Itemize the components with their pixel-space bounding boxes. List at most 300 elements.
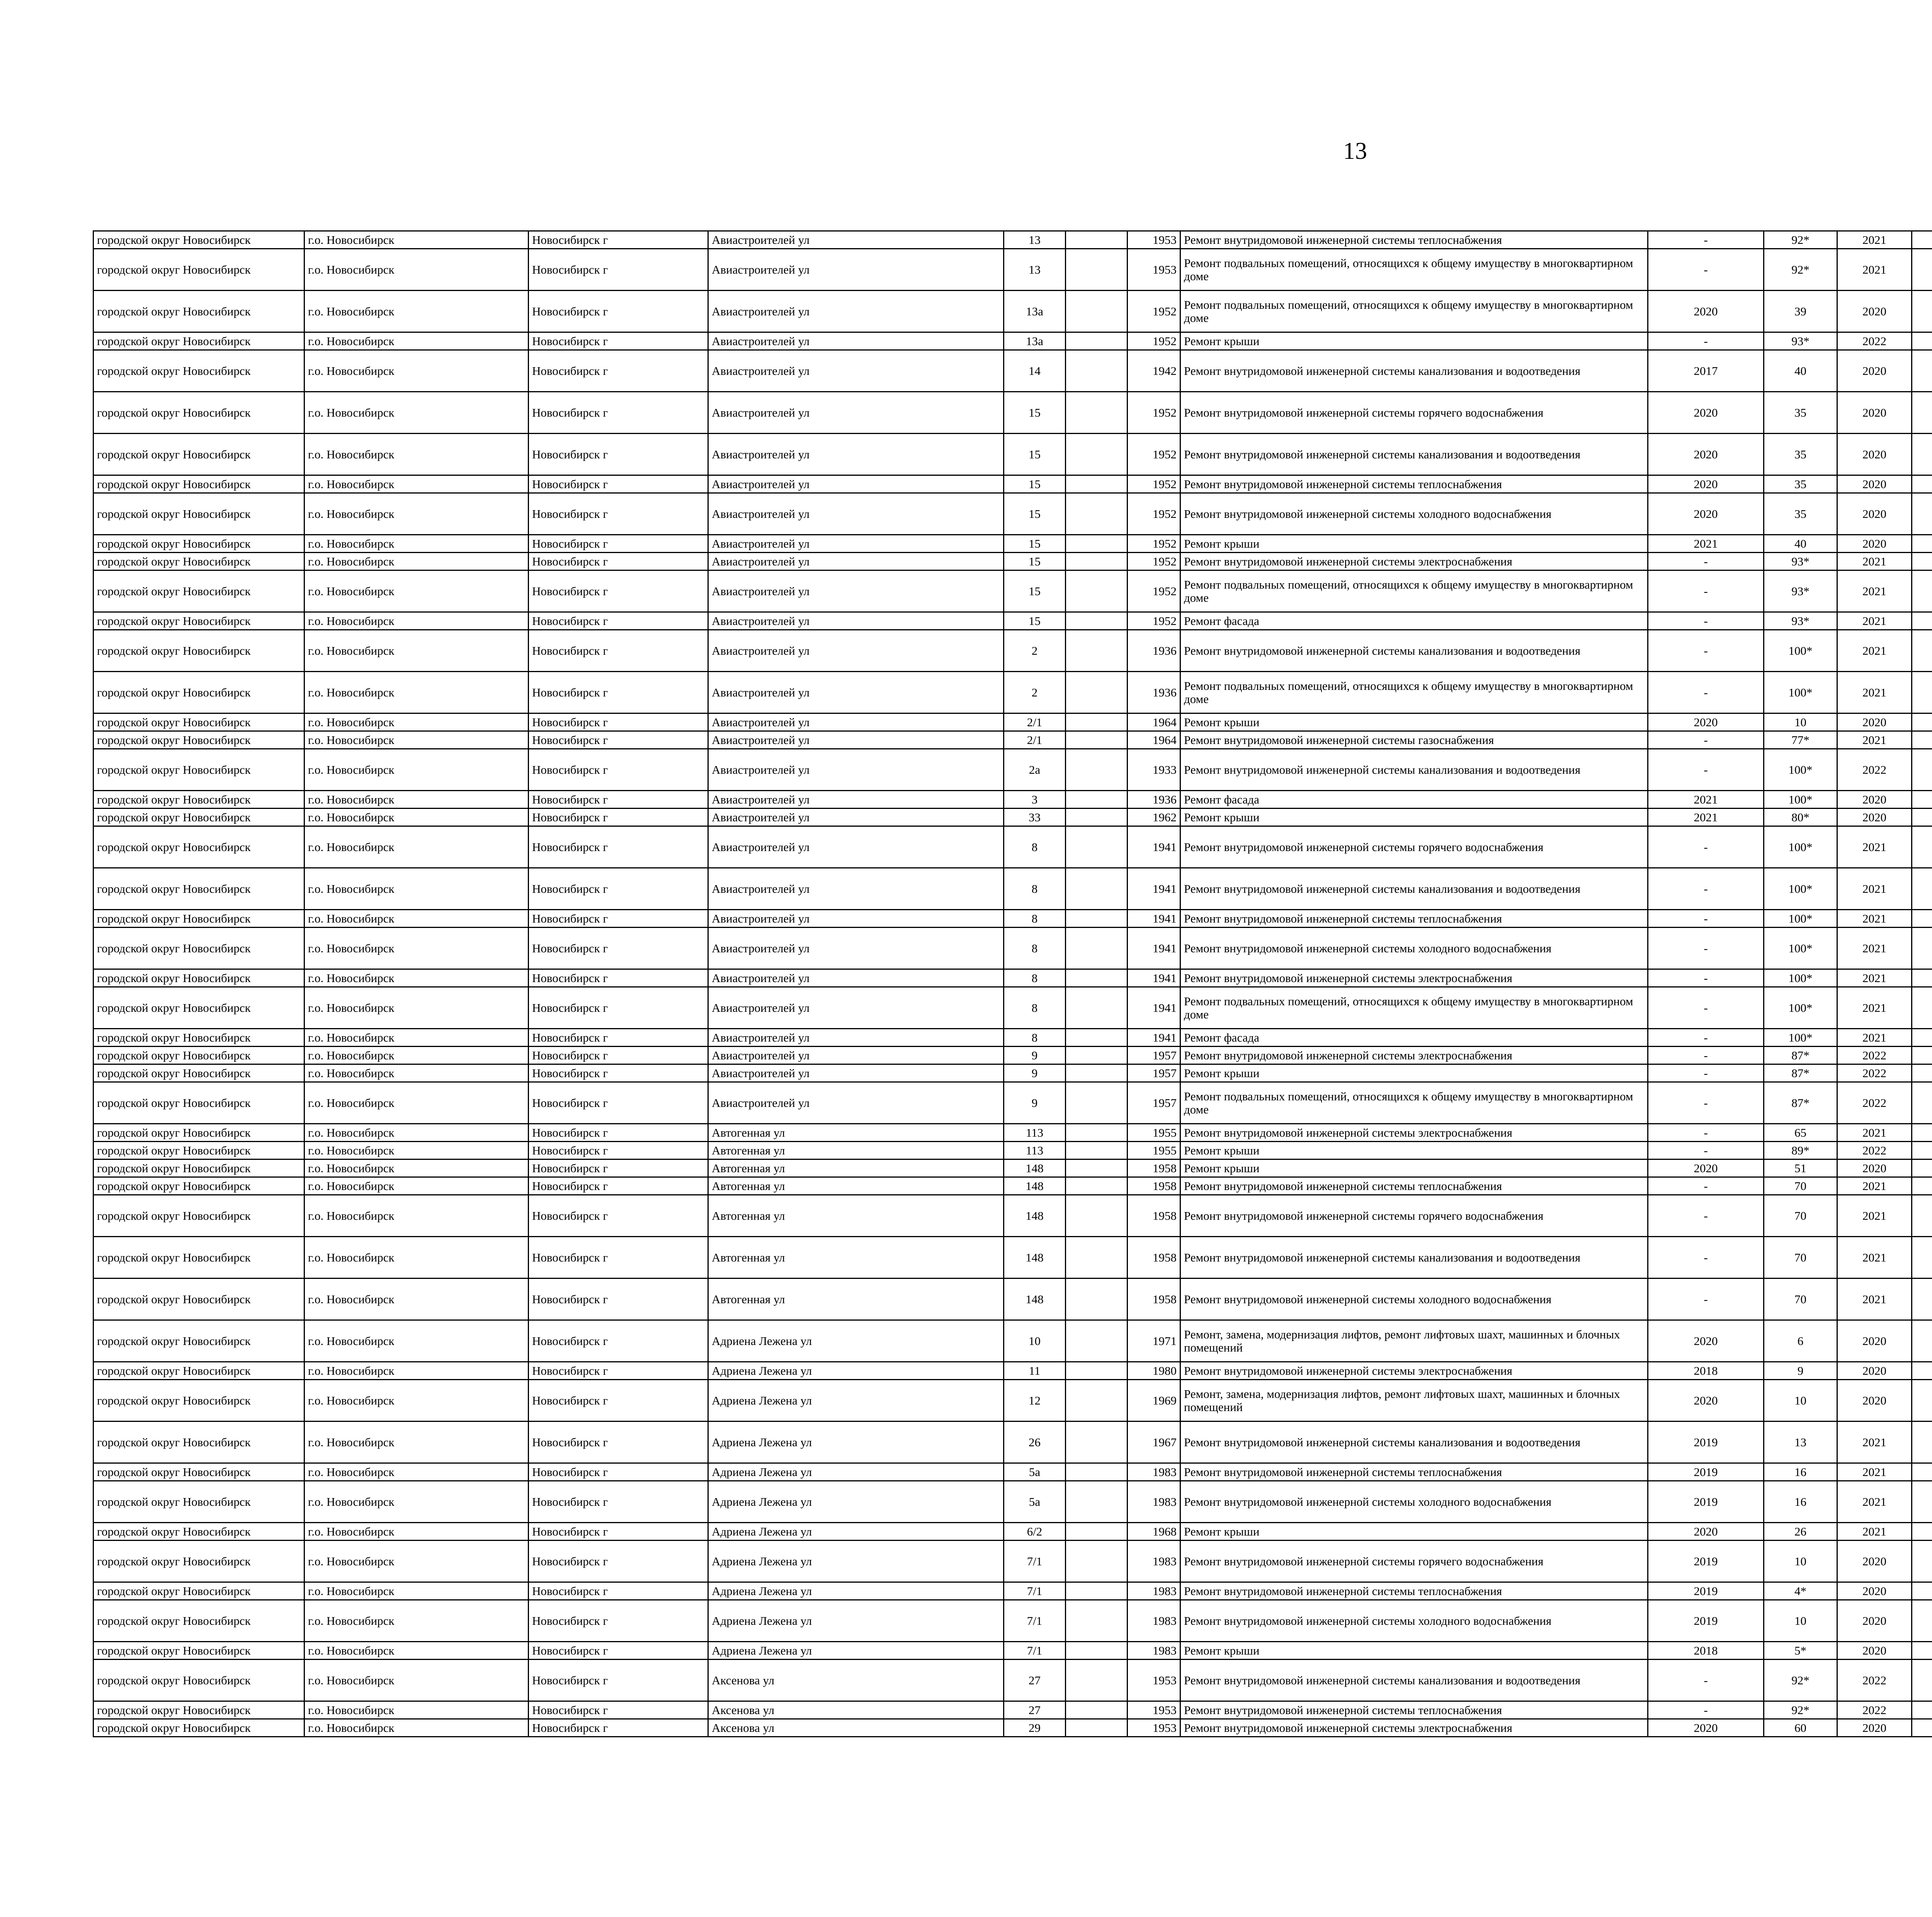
house-number-cell: 2 — [1004, 630, 1066, 672]
plan-end-year-cell — [1912, 1362, 1932, 1380]
district-cell: г.о. Новосибирск — [304, 1047, 529, 1064]
last-repair-year-cell: 2020 — [1648, 1380, 1764, 1422]
last-repair-year-cell: - — [1648, 749, 1764, 791]
work-type-cell: Ремонт внутридомовой инженерной системы канализования и водоотведения — [1180, 1237, 1648, 1279]
wear-percent-cell: 60 — [1764, 1719, 1837, 1737]
district-cell: г.о. Новосибирск — [304, 332, 529, 350]
last-repair-year-cell: - — [1648, 1124, 1764, 1142]
last-repair-year-cell: 2019 — [1648, 1600, 1764, 1642]
last-repair-year-cell: 2018 — [1648, 1642, 1764, 1660]
city-cell: Новосибирск г — [529, 1047, 708, 1064]
year-built-cell: 1953 — [1128, 1660, 1180, 1701]
building-cell — [1066, 672, 1128, 713]
year-built-cell: 1980 — [1128, 1362, 1180, 1380]
year-built-cell: 1969 — [1128, 1380, 1180, 1422]
last-repair-year-cell: - — [1648, 570, 1764, 612]
table-row — [94, 392, 1932, 434]
municipality-cell: городской округ Новосибирск — [94, 1159, 304, 1177]
plan-end-year-cell — [1912, 291, 1932, 332]
last-repair-year-cell: - — [1648, 868, 1764, 910]
street-cell: Авиастроителей ул — [708, 475, 1004, 493]
city-cell: Новосибирск г — [529, 713, 708, 731]
table-row — [94, 493, 1932, 535]
year-built-cell: 1983 — [1128, 1481, 1180, 1523]
plan-start-year-cell: 2020 — [1837, 434, 1912, 475]
year-built-cell: 1971 — [1128, 1320, 1180, 1362]
building-cell — [1066, 1541, 1128, 1582]
table-row — [94, 1064, 1932, 1082]
work-type-cell: Ремонт крыши — [1180, 809, 1648, 826]
work-type-cell: Ремонт внутридомовой инженерной системы канализования и водоотведения — [1180, 350, 1648, 392]
table-row — [94, 535, 1932, 553]
plan-start-year-cell: 2021 — [1837, 868, 1912, 910]
last-repair-year-cell: 2017 — [1648, 350, 1764, 392]
table-row — [94, 1701, 1932, 1719]
city-cell: Новосибирск г — [529, 630, 708, 672]
wear-percent-cell: 92* — [1764, 1701, 1837, 1719]
building-cell — [1066, 868, 1128, 910]
street-cell: Авиастроителей ул — [708, 826, 1004, 868]
wear-percent-cell: 35 — [1764, 475, 1837, 493]
year-built-cell: 1983 — [1128, 1463, 1180, 1481]
wear-percent-cell: 70 — [1764, 1195, 1837, 1237]
municipality-cell: городской округ Новосибирск — [94, 1600, 304, 1642]
wear-percent-cell: 10 — [1764, 713, 1837, 731]
wear-percent-cell: 35 — [1764, 392, 1837, 434]
district-cell: г.о. Новосибирск — [304, 1124, 529, 1142]
table-row — [94, 1142, 1932, 1159]
wear-percent-cell: 10 — [1764, 1380, 1837, 1422]
plan-end-year-cell — [1912, 928, 1932, 969]
house-number-cell: 2/1 — [1004, 713, 1066, 731]
district-cell: г.о. Новосибирск — [304, 1701, 529, 1719]
work-type-cell: Ремонт внутридомовой инженерной системы теплоснабжения — [1180, 1177, 1648, 1195]
municipality-cell: городской округ Новосибирск — [94, 434, 304, 475]
work-type-cell: Ремонт внутридомовой инженерной системы холодного водоснабжения — [1180, 1279, 1648, 1320]
table-row — [94, 1600, 1932, 1642]
plan-start-year-cell: 2022 — [1837, 749, 1912, 791]
street-cell: Адриена Лежена ул — [708, 1422, 1004, 1463]
year-built-cell: 1955 — [1128, 1124, 1180, 1142]
plan-end-year-cell — [1912, 434, 1932, 475]
building-cell — [1066, 1195, 1128, 1237]
district-cell: г.о. Новосибирск — [304, 493, 529, 535]
city-cell: Новосибирск г — [529, 969, 708, 987]
district-cell: г.о. Новосибирск — [304, 1600, 529, 1642]
work-type-cell: Ремонт подвальных помещений, относящихся к общему имуществу в многоквартирном доме — [1180, 291, 1648, 332]
street-cell: Автогенная ул — [708, 1195, 1004, 1237]
wear-percent-cell: 93* — [1764, 332, 1837, 350]
district-cell: г.о. Новосибирск — [304, 1177, 529, 1195]
table-row — [94, 928, 1932, 969]
year-built-cell: 1936 — [1128, 672, 1180, 713]
house-number-cell: 5а — [1004, 1463, 1066, 1481]
last-repair-year-cell: 2020 — [1648, 1523, 1764, 1541]
municipality-cell: городской округ Новосибирск — [94, 969, 304, 987]
city-cell: Новосибирск г — [529, 493, 708, 535]
street-cell: Авиастроителей ул — [708, 553, 1004, 570]
plan-end-year-cell — [1912, 749, 1932, 791]
house-number-cell: 9 — [1004, 1064, 1066, 1082]
plan-end-year-cell — [1912, 1660, 1932, 1701]
last-repair-year-cell: 2020 — [1648, 1719, 1764, 1737]
street-cell: Аксенова ул — [708, 1701, 1004, 1719]
building-cell — [1066, 1523, 1128, 1541]
municipality-cell: городской округ Новосибирск — [94, 291, 304, 332]
building-cell — [1066, 928, 1128, 969]
street-cell: Адриена Лежена ул — [708, 1481, 1004, 1523]
plan-start-year-cell: 2021 — [1837, 1463, 1912, 1481]
house-number-cell: 15 — [1004, 570, 1066, 612]
building-cell — [1066, 731, 1128, 749]
street-cell: Автогенная ул — [708, 1279, 1004, 1320]
plan-start-year-cell: 2022 — [1837, 1064, 1912, 1082]
work-type-cell: Ремонт внутридомовой инженерной системы горячего водоснабжения — [1180, 1541, 1648, 1582]
street-cell: Авиастроителей ул — [708, 249, 1004, 291]
wear-percent-cell: 93* — [1764, 553, 1837, 570]
city-cell: Новосибирск г — [529, 1582, 708, 1600]
plan-end-year-cell — [1912, 1064, 1932, 1082]
district-cell: г.о. Новосибирск — [304, 910, 529, 928]
district-cell: г.о. Новосибирск — [304, 1463, 529, 1481]
building-cell — [1066, 826, 1128, 868]
district-cell: г.о. Новосибирск — [304, 535, 529, 553]
plan-end-year-cell — [1912, 1279, 1932, 1320]
last-repair-year-cell: 2019 — [1648, 1541, 1764, 1582]
table-row — [94, 1582, 1932, 1600]
house-number-cell: 15 — [1004, 493, 1066, 535]
municipality-cell: городской округ Новосибирск — [94, 553, 304, 570]
city-cell: Новосибирск г — [529, 1380, 708, 1422]
year-built-cell: 1983 — [1128, 1600, 1180, 1642]
district-cell: г.о. Новосибирск — [304, 987, 529, 1029]
work-type-cell: Ремонт фасада — [1180, 791, 1648, 809]
work-type-cell: Ремонт внутридомовой инженерной системы холодного водоснабжения — [1180, 1600, 1648, 1642]
district-cell: г.о. Новосибирск — [304, 809, 529, 826]
plan-start-year-cell: 2021 — [1837, 612, 1912, 630]
last-repair-year-cell: - — [1648, 1237, 1764, 1279]
district-cell: г.о. Новосибирск — [304, 1195, 529, 1237]
table-row — [94, 1362, 1932, 1380]
plan-end-year-cell — [1912, 826, 1932, 868]
plan-end-year-cell — [1912, 231, 1932, 249]
work-type-cell: Ремонт подвальных помещений, относящихся к общему имуществу в многоквартирном доме — [1180, 570, 1648, 612]
district-cell: г.о. Новосибирск — [304, 969, 529, 987]
building-cell — [1066, 1177, 1128, 1195]
last-repair-year-cell: - — [1648, 1195, 1764, 1237]
street-cell: Адриена Лежена ул — [708, 1320, 1004, 1362]
municipality-cell: городской округ Новосибирск — [94, 612, 304, 630]
street-cell: Авиастроителей ул — [708, 493, 1004, 535]
work-type-cell: Ремонт внутридомовой инженерной системы теплоснабжения — [1180, 231, 1648, 249]
wear-percent-cell: 10 — [1764, 1541, 1837, 1582]
table-body — [94, 231, 1932, 1737]
last-repair-year-cell: - — [1648, 1279, 1764, 1320]
house-number-cell: 3 — [1004, 791, 1066, 809]
last-repair-year-cell: 2019 — [1648, 1422, 1764, 1463]
work-type-cell: Ремонт внутридомовой инженерной системы электроснабжения — [1180, 969, 1648, 987]
plan-end-year-cell — [1912, 910, 1932, 928]
wear-percent-cell: 100* — [1764, 749, 1837, 791]
street-cell: Авиастроителей ул — [708, 332, 1004, 350]
building-cell — [1066, 1124, 1128, 1142]
plan-start-year-cell: 2020 — [1837, 1642, 1912, 1660]
plan-start-year-cell: 2021 — [1837, 987, 1912, 1029]
house-number-cell: 15 — [1004, 434, 1066, 475]
building-cell — [1066, 969, 1128, 987]
building-cell — [1066, 553, 1128, 570]
table-row — [94, 1159, 1932, 1177]
year-built-cell: 1952 — [1128, 612, 1180, 630]
house-number-cell: 148 — [1004, 1159, 1066, 1177]
last-repair-year-cell: 2019 — [1648, 1463, 1764, 1481]
municipality-cell: городской округ Новосибирск — [94, 1279, 304, 1320]
city-cell: Новосибирск г — [529, 1719, 708, 1737]
plan-start-year-cell: 2021 — [1837, 928, 1912, 969]
street-cell: Адриена Лежена ул — [708, 1600, 1004, 1642]
building-cell — [1066, 570, 1128, 612]
district-cell: г.о. Новосибирск — [304, 749, 529, 791]
year-built-cell: 1983 — [1128, 1582, 1180, 1600]
year-built-cell: 1952 — [1128, 493, 1180, 535]
plan-start-year-cell: 2022 — [1837, 1082, 1912, 1124]
year-built-cell: 1962 — [1128, 809, 1180, 826]
building-cell — [1066, 612, 1128, 630]
table-row — [94, 1523, 1932, 1541]
year-built-cell: 1953 — [1128, 1701, 1180, 1719]
plan-end-year-cell — [1912, 1541, 1932, 1582]
wear-percent-cell: 70 — [1764, 1279, 1837, 1320]
building-cell — [1066, 231, 1128, 249]
street-cell: Авиастроителей ул — [708, 434, 1004, 475]
table-row — [94, 1237, 1932, 1279]
year-built-cell: 1967 — [1128, 1422, 1180, 1463]
street-cell: Авиастроителей ул — [708, 350, 1004, 392]
table-row — [94, 249, 1932, 291]
plan-end-year-cell — [1912, 332, 1932, 350]
plan-start-year-cell: 2020 — [1837, 535, 1912, 553]
building-cell — [1066, 249, 1128, 291]
building-cell — [1066, 749, 1128, 791]
plan-start-year-cell: 2022 — [1837, 1701, 1912, 1719]
plan-start-year-cell: 2020 — [1837, 1159, 1912, 1177]
plan-start-year-cell: 2021 — [1837, 731, 1912, 749]
plan-end-year-cell — [1912, 1159, 1932, 1177]
year-built-cell: 1952 — [1128, 570, 1180, 612]
street-cell: Адриена Лежена ул — [708, 1541, 1004, 1582]
table-row — [94, 553, 1932, 570]
street-cell: Авиастроителей ул — [708, 868, 1004, 910]
municipality-cell: городской округ Новосибирск — [94, 1195, 304, 1237]
table-row — [94, 672, 1932, 713]
city-cell: Новосибирск г — [529, 1600, 708, 1642]
district-cell: г.о. Новосибирск — [304, 1237, 529, 1279]
house-number-cell: 9 — [1004, 1082, 1066, 1124]
street-cell: Авиастроителей ул — [708, 731, 1004, 749]
plan-end-year-cell — [1912, 868, 1932, 910]
district-cell: г.о. Новосибирск — [304, 928, 529, 969]
municipality-cell: городской округ Новосибирск — [94, 1541, 304, 1582]
city-cell: Новосибирск г — [529, 612, 708, 630]
last-repair-year-cell: - — [1648, 987, 1764, 1029]
table-row — [94, 1660, 1932, 1701]
municipality-cell: городской округ Новосибирск — [94, 1523, 304, 1541]
last-repair-year-cell: - — [1648, 672, 1764, 713]
plan-end-year-cell — [1912, 1320, 1932, 1362]
year-built-cell: 1964 — [1128, 731, 1180, 749]
building-cell — [1066, 1660, 1128, 1701]
district-cell: г.о. Новосибирск — [304, 1719, 529, 1737]
plan-end-year-cell — [1912, 1582, 1932, 1600]
table-row — [94, 1124, 1932, 1142]
plan-start-year-cell: 2020 — [1837, 713, 1912, 731]
municipality-cell: городской округ Новосибирск — [94, 910, 304, 928]
district-cell: г.о. Новосибирск — [304, 612, 529, 630]
work-type-cell: Ремонт внутридомовой инженерной системы теплоснабжения — [1180, 1463, 1648, 1481]
plan-end-year-cell — [1912, 1481, 1932, 1523]
table-row — [94, 969, 1932, 987]
city-cell: Новосибирск г — [529, 1541, 708, 1582]
street-cell: Автогенная ул — [708, 1124, 1004, 1142]
plan-end-year-cell — [1912, 731, 1932, 749]
last-repair-year-cell: - — [1648, 1142, 1764, 1159]
plan-start-year-cell: 2021 — [1837, 630, 1912, 672]
work-type-cell: Ремонт внутридомовой инженерной системы горячего водоснабжения — [1180, 392, 1648, 434]
last-repair-year-cell: - — [1648, 1701, 1764, 1719]
street-cell: Адриена Лежена ул — [708, 1582, 1004, 1600]
plan-start-year-cell: 2021 — [1837, 570, 1912, 612]
plan-start-year-cell: 2021 — [1837, 969, 1912, 987]
work-type-cell: Ремонт внутридомовой инженерной системы горячего водоснабжения — [1180, 826, 1648, 868]
house-number-cell: 13 — [1004, 249, 1066, 291]
district-cell: г.о. Новосибирск — [304, 1082, 529, 1124]
last-repair-year-cell: - — [1648, 1660, 1764, 1701]
house-number-cell: 10 — [1004, 1320, 1066, 1362]
year-built-cell: 1952 — [1128, 553, 1180, 570]
plan-end-year-cell — [1912, 249, 1932, 291]
plan-end-year-cell — [1912, 987, 1932, 1029]
house-number-cell: 6/2 — [1004, 1523, 1066, 1541]
plan-start-year-cell: 2021 — [1837, 1029, 1912, 1047]
wear-percent-cell: 70 — [1764, 1177, 1837, 1195]
wear-percent-cell: 100* — [1764, 987, 1837, 1029]
work-type-cell: Ремонт крыши — [1180, 1142, 1648, 1159]
house-number-cell: 11 — [1004, 1362, 1066, 1380]
last-repair-year-cell: - — [1648, 1064, 1764, 1082]
district-cell: г.о. Новосибирск — [304, 1422, 529, 1463]
municipality-cell: городской округ Новосибирск — [94, 350, 304, 392]
last-repair-year-cell: 2020 — [1648, 1159, 1764, 1177]
house-number-cell: 7/1 — [1004, 1541, 1066, 1582]
municipality-cell: городской округ Новосибирск — [94, 749, 304, 791]
municipality-cell: городской округ Новосибирск — [94, 1719, 304, 1737]
municipality-cell: городской округ Новосибирск — [94, 475, 304, 493]
district-cell: г.о. Новосибирск — [304, 570, 529, 612]
work-type-cell: Ремонт внутридомовой инженерной системы канализования и водоотведения — [1180, 630, 1648, 672]
last-repair-year-cell: - — [1648, 1177, 1764, 1195]
city-cell: Новосибирск г — [529, 1124, 708, 1142]
last-repair-year-cell: - — [1648, 553, 1764, 570]
city-cell: Новосибирск г — [529, 1195, 708, 1237]
wear-percent-cell: 35 — [1764, 493, 1837, 535]
municipality-cell: городской округ Новосибирск — [94, 791, 304, 809]
building-cell — [1066, 1237, 1128, 1279]
city-cell: Новосибирск г — [529, 1064, 708, 1082]
plan-end-year-cell — [1912, 1380, 1932, 1422]
wear-percent-cell: 70 — [1764, 1237, 1837, 1279]
house-number-cell: 8 — [1004, 868, 1066, 910]
city-cell: Новосибирск г — [529, 249, 708, 291]
street-cell: Авиастроителей ул — [708, 987, 1004, 1029]
year-built-cell: 1941 — [1128, 910, 1180, 928]
building-cell — [1066, 987, 1128, 1029]
work-type-cell: Ремонт крыши — [1180, 1523, 1648, 1541]
wear-percent-cell: 92* — [1764, 1660, 1837, 1701]
municipality-cell: городской округ Новосибирск — [94, 1082, 304, 1124]
house-number-cell: 14 — [1004, 350, 1066, 392]
work-type-cell: Ремонт внутридомовой инженерной системы электроснабжения — [1180, 1362, 1648, 1380]
year-built-cell: 1942 — [1128, 350, 1180, 392]
city-cell: Новосибирск г — [529, 434, 708, 475]
wear-percent-cell: 13 — [1764, 1422, 1837, 1463]
capital-repair-table — [93, 230, 1932, 1737]
city-cell: Новосибирск г — [529, 809, 708, 826]
work-type-cell: Ремонт фасада — [1180, 612, 1648, 630]
building-cell — [1066, 809, 1128, 826]
table-row — [94, 1719, 1932, 1737]
house-number-cell: 27 — [1004, 1701, 1066, 1719]
street-cell: Авиастроителей ул — [708, 291, 1004, 332]
house-number-cell: 13а — [1004, 332, 1066, 350]
district-cell: г.о. Новосибирск — [304, 1142, 529, 1159]
city-cell: Новосибирск г — [529, 553, 708, 570]
last-repair-year-cell: 2020 — [1648, 291, 1764, 332]
plan-start-year-cell: 2022 — [1837, 1047, 1912, 1064]
building-cell — [1066, 1047, 1128, 1064]
district-cell: г.о. Новосибирск — [304, 713, 529, 731]
table-row — [94, 1463, 1932, 1481]
city-cell: Новосибирск г — [529, 1320, 708, 1362]
district-cell: г.о. Новосибирск — [304, 1481, 529, 1523]
street-cell: Автогенная ул — [708, 1159, 1004, 1177]
municipality-cell: городской округ Новосибирск — [94, 1177, 304, 1195]
building-cell — [1066, 1159, 1128, 1177]
street-cell: Авиастроителей ул — [708, 672, 1004, 713]
last-repair-year-cell: - — [1648, 1029, 1764, 1047]
plan-start-year-cell: 2020 — [1837, 1600, 1912, 1642]
year-built-cell: 1936 — [1128, 791, 1180, 809]
year-built-cell: 1933 — [1128, 749, 1180, 791]
building-cell — [1066, 535, 1128, 553]
plan-end-year-cell — [1912, 630, 1932, 672]
wear-percent-cell: 4* — [1764, 1582, 1837, 1600]
city-cell: Новосибирск г — [529, 1029, 708, 1047]
wear-percent-cell: 5* — [1764, 1642, 1837, 1660]
last-repair-year-cell: - — [1648, 969, 1764, 987]
plan-start-year-cell: 2021 — [1837, 1279, 1912, 1320]
street-cell: Авиастроителей ул — [708, 1082, 1004, 1124]
city-cell: Новосибирск г — [529, 1422, 708, 1463]
work-type-cell: Ремонт внутридомовой инженерной системы горячего водоснабжения — [1180, 1195, 1648, 1237]
city-cell: Новосибирск г — [529, 731, 708, 749]
work-type-cell: Ремонт внутридомовой инженерной системы электроснабжения — [1180, 1719, 1648, 1737]
district-cell: г.о. Новосибирск — [304, 1029, 529, 1047]
table-row — [94, 809, 1932, 826]
year-built-cell: 1958 — [1128, 1159, 1180, 1177]
plan-end-year-cell — [1912, 1082, 1932, 1124]
street-cell: Авиастроителей ул — [708, 630, 1004, 672]
last-repair-year-cell: 2019 — [1648, 1582, 1764, 1600]
